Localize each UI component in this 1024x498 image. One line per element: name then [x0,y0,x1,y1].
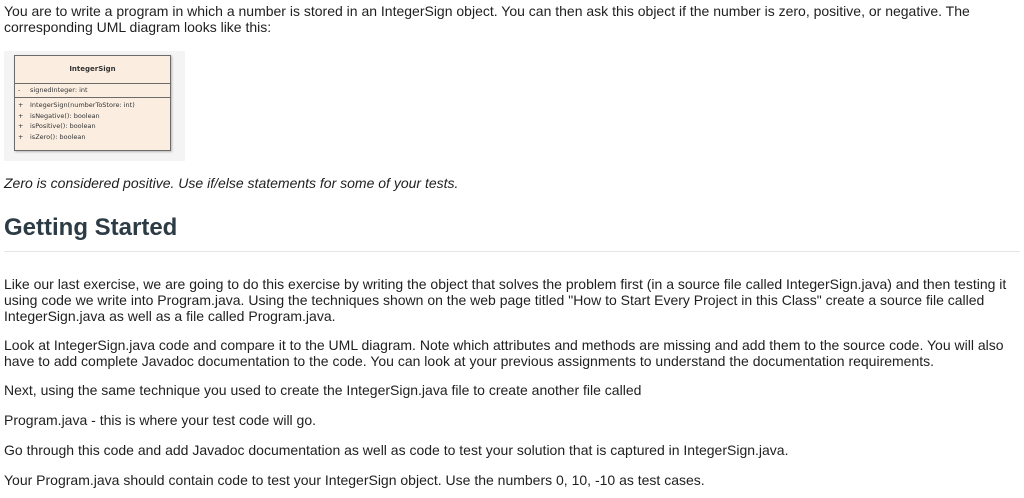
uml-visibility-public: + [18,101,24,109]
uml-methods [15,98,170,142]
uml-method [18,121,170,132]
uml-diagram-image [4,51,185,161]
uml-method [18,100,170,111]
intro-paragraph: You are to write a program in which a number is stored in an IntegerSign object. You can then ask this object if the number is zero, positive, or negative. The corresponding UML diagram looks like this: [4,3,970,35]
uml-class-name: IntegerSign [15,56,170,84]
uml-method-signature: IntegerSign(numberToStore: int) [30,101,135,109]
uml-method-signature: isZero(): boolean [30,132,86,141]
uml-attributes [15,84,170,98]
uml-attribute: signedInteger: int [30,86,88,94]
uml-method [18,132,170,143]
heading-divider [4,251,1020,252]
uml-method [18,111,170,122]
paragraph: Go through this code and add Javadoc documentation as well as code to test your solution that is captured in IntegerSign.java. [4,442,789,458]
note-italic: Zero is considered positive. Use if/else statements for some of your tests. [4,175,459,191]
uml-method-signature: isPositive(): boolean [30,122,96,130]
paragraph: Like our last exercise, we are going to do this exercise by writing the object that solves the problem first (in a source file called IntegerSign.java) and then testing it using code we write into Program.java. Using the techniques shown on the web page titled "How to Start Every Project in this Class" create a source file called IntegerSign.java as well as a file called Program.java. [4,276,1007,324]
uml-visibility-public: + [18,122,24,130]
paragraph: Look at IntegerSign.java code and compare it to the UML diagram. Note which attributes and methods are missing and add them to the source code. You will also have to add complete Javadoc documentation to the code. You can look at your previous assignments to understand the documentation requirements. [4,337,1004,369]
uml-method-signature: isNegative(): boolean [30,111,100,120]
paragraph: Next, using the same technique you used to create the IntegerSign.java file to create another file called [4,382,642,398]
paragraph: Program.java - this is where your test code will go. [4,412,317,428]
uml-visibility-public: + [18,132,24,141]
section-heading: Getting Started [4,214,178,241]
paragraph: Your Program.java should contain code to test your IntegerSign object. Use the numbers 0, 10, -10 as test cases. [4,472,705,488]
uml-visibility-public: + [18,111,24,120]
uml-visibility-private: - [18,86,21,94]
uml-class-box [14,55,171,151]
